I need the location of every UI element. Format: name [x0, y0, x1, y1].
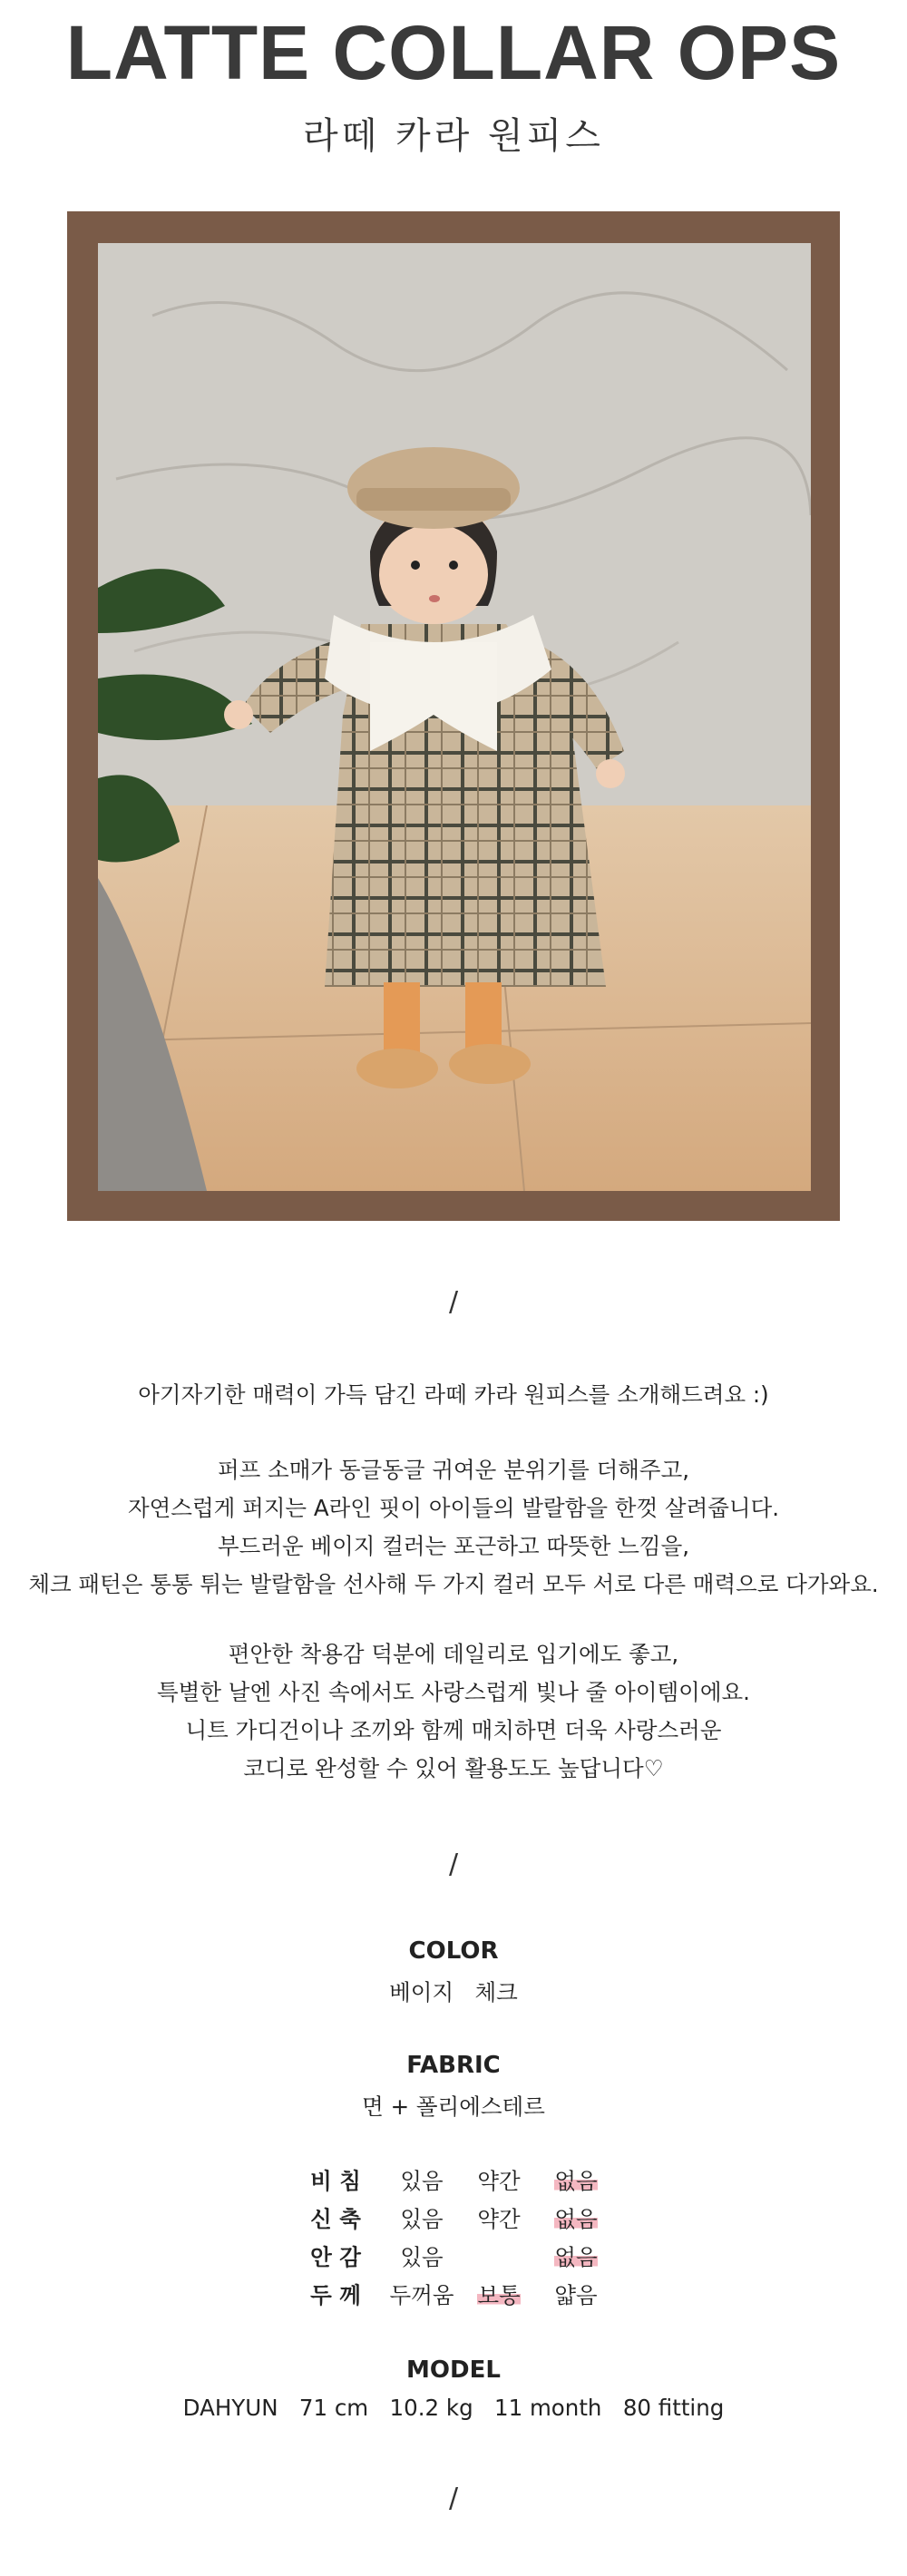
fabric-label: FABRIC	[406, 2052, 501, 2079]
intro-para-1	[0, 1451, 907, 1604]
attr-option: 있음	[400, 2168, 444, 2194]
attr-name: 신 축	[310, 2206, 361, 2232]
attr-option-selected: 없음	[554, 2206, 598, 2232]
attr-option-selected: 없음	[554, 2168, 598, 2194]
attr-row-lining	[0, 2240, 907, 2277]
attr-row-thickness	[0, 2278, 907, 2315]
color-value: 베이지 체크	[389, 1979, 518, 2005]
intro-line: 아기자기한 매력이 가득 담긴 라떼 카라 원피스를 소개해드려요 :)	[138, 1381, 769, 1408]
attr-row-stretch	[0, 2202, 907, 2239]
attr-option: 얇음	[554, 2282, 598, 2308]
attr-option-selected: 없음	[554, 2244, 598, 2270]
attr-option: 약간	[477, 2206, 521, 2232]
text-line: 코디로 완성할 수 있어 활용도도 높답니다♡	[243, 1755, 664, 1781]
attr-option: 있음	[400, 2244, 444, 2270]
text-line: 특별한 날엔 사진 속에서도 사랑스럽게 빛나 줄 아이템이에요.	[157, 1679, 750, 1705]
text-line: 니트 가디건이나 조끼와 함께 매치하면 더욱 사랑스러운	[185, 1717, 722, 1743]
product-photo	[98, 243, 811, 1191]
text-line: 퍼프 소매가 동글동글 귀여운 분위기를 더해주고,	[217, 1457, 690, 1483]
attr-option-selected: 보통	[477, 2282, 521, 2308]
text-line: 자연스럽게 퍼지는 A라인 핏이 아이들의 발랄함을 한껏 살려줍니다.	[127, 1495, 780, 1521]
text-line: 부드러운 베이지 컬러는 포근하고 따뜻한 느낌을,	[217, 1533, 690, 1559]
fabric-value: 면 + 폴리에스테르	[362, 2093, 545, 2120]
attr-row-sheer	[0, 2164, 907, 2200]
divider-2: /	[448, 1849, 459, 1880]
model-value: DAHYUN 71 cm 10.2 kg 11 month 80 fitting	[182, 2395, 725, 2421]
text-line: 체크 패턴은 통통 튀는 발랄함을 선사해 두 가지 컬러 모두 서로 다른 매력으로 다가와요.	[28, 1571, 879, 1597]
divider-1: /	[448, 1286, 459, 1318]
model-label: MODEL	[406, 2356, 501, 2384]
attr-option: 약간	[477, 2168, 521, 2194]
intro-para-2	[0, 1635, 907, 1788]
product-title: LATTE COLLAR OPS	[65, 10, 842, 95]
attr-name: 비 침	[310, 2168, 361, 2194]
attr-option: 있음	[400, 2206, 444, 2232]
attr-option: 두꺼움	[389, 2282, 454, 2308]
attr-name: 안 감	[310, 2244, 361, 2270]
text-line: 편안한 착용감 덕분에 데일리로 입기에도 좋고,	[228, 1641, 679, 1667]
color-label: COLOR	[408, 1937, 499, 1965]
product-subtitle: 라떼 카라 원피스	[303, 115, 604, 157]
attr-name: 두 께	[310, 2282, 361, 2308]
divider-3: /	[448, 2483, 459, 2514]
